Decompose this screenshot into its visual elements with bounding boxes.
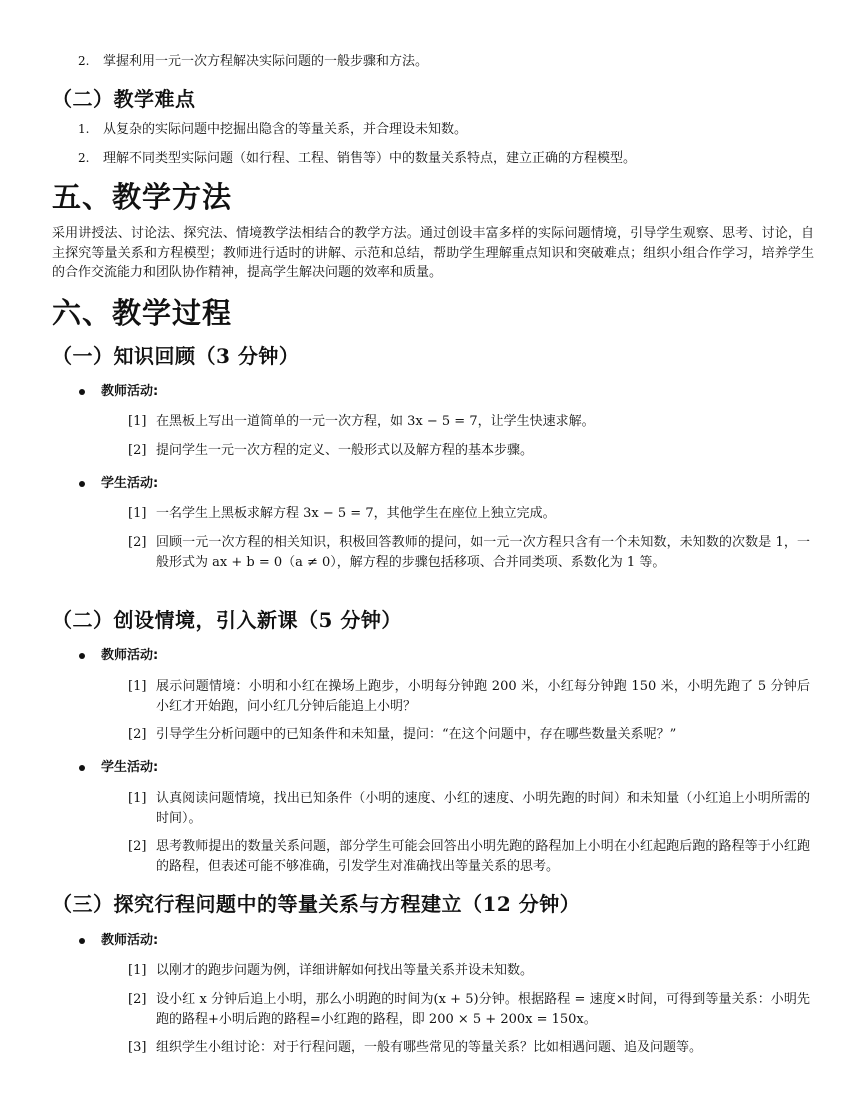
item-number: [1] (128, 679, 147, 694)
item-number: [3] (128, 1040, 147, 1055)
chapter-heading-methods: 五、教学方法 (52, 180, 233, 214)
activity-item-text: 一名学生上黑板求解方程 3x − 5 = 7，其他学生在座位上独立完成。 (156, 506, 556, 521)
activity-item-text: 思考教师提出的数量关系问题，部分学生可能会回答出小明先跑的路程加上小明在小红起跑后跑的路程等于小红跑的路程，但表述可能不够准确，引发学生对准确找出等量关系的思考。 (156, 839, 810, 874)
item-number: [1] (128, 791, 147, 806)
section-heading-explore: （三）探究行程问题中的等量关系与方程建立（12 分钟） (52, 892, 581, 916)
item-number: [1] (128, 506, 147, 521)
item-number: [2] (128, 443, 147, 458)
activity-item-text: 提问学生一元一次方程的定义、一般形式以及解方程的基本步骤。 (156, 443, 534, 458)
list-item-text: 掌握利用一元一次方程解决实际问题的一般步骤和方法。 (103, 54, 429, 69)
list-number: 1. (78, 122, 90, 136)
activity-item-text: 在黑板上写出一道简单的一元一次方程，如 3x − 5 = 7，让学生快速求解。 (156, 414, 595, 429)
section-heading-difficulty: （二）教学难点 (52, 87, 196, 111)
list-number: 2. (78, 151, 90, 165)
activity-item-text: 组织学生小组讨论：对于行程问题，一般有哪些常见的等量关系？比如相遇问题、追及问题等。 (156, 1040, 703, 1055)
activity-item-text: 引导学生分析问题中的已知条件和未知量，提问：“在这个问题中，存在哪些数量关系呢？” (156, 727, 677, 742)
list-item-text: 从复杂的实际问题中挖掘出隐含的等量关系，并合理设未知数。 (103, 122, 468, 137)
activity-item-text: 设小红 x 分钟后追上小明，那么小明跑的时间为(x + 5)分钟。根据路程 = 速度×时间，可得到等量关系：小明先跑的路程+小明后跑的路程=小红跑的路程，即 200 × 5 + 200x = 150x。 (156, 992, 810, 1027)
methods-paragraph: 采用讲授法、讨论法、探究法、情境教学法相结合的教学方法。通过创设丰富多样的实际问题情境，引导学生观察、思考、讨论，自主探究等量关系和方程模型；教师进行适时的讲解、示范和总结，帮助学生理解重点知识和突破难点；组织小组合作学习，培养学生的合作交流能力和团队协作精神，提高学生解决问题的效率和质量。 (52, 226, 814, 280)
section-heading-context: （二）创设情境，引入新课（5 分钟） (52, 608, 402, 632)
teacher-activity-label: 教师活动: (101, 384, 159, 399)
list-number: 2. (78, 54, 90, 68)
item-number: [2] (128, 992, 147, 1007)
student-activity-label: 学生活动: (101, 476, 159, 491)
student-activity-label: 学生活动: (101, 760, 159, 775)
activity-item-text: 回顾一元一次方程的相关知识，积极回答教师的提问，如一元一次方程只含有一个未知数，未知数的次数是 1，一般形式为 ax + b = 0（a ≠ 0），解方程的步骤包括移项、合并同类项、系数化为 1 等。 (156, 535, 810, 570)
section-heading-review: （一）知识回顾（3 分钟） (52, 344, 300, 368)
bullet-dot (79, 481, 85, 487)
activity-item-text: 认真阅读问题情境，找出已知条件（小明的速度、小红的速度、小明先跑的时间）和未知量（小红追上小明所需的时间）。 (156, 791, 810, 826)
teacher-activity-label: 教师活动: (101, 648, 159, 663)
list-item-text: 理解不同类型实际问题（如行程、工程、销售等）中的数量关系特点，建立正确的方程模型。 (103, 151, 637, 166)
chapter-heading-process: 六、教学过程 (52, 296, 233, 330)
bullet-dot (79, 765, 85, 771)
item-number: [2] (128, 727, 147, 742)
bullet-dot (79, 653, 85, 659)
activity-item-text: 展示问题情境：小明和小红在操场上跑步，小明每分钟跑 200 米，小红每分钟跑 150 米，小明先跑了 5 分钟后小红才开始跑，问小红几分钟后能追上小明？ (156, 679, 810, 714)
item-number: [2] (128, 839, 147, 854)
bullet-dot (79, 389, 85, 395)
activity-item-text: 以刚才的跑步问题为例，详细讲解如何找出等量关系并设未知数。 (156, 963, 534, 978)
item-number: [1] (128, 963, 147, 978)
bullet-dot (79, 938, 85, 944)
item-number: [2] (128, 535, 147, 550)
item-number: [1] (128, 414, 147, 429)
teacher-activity-label: 教师活动: (101, 933, 159, 948)
